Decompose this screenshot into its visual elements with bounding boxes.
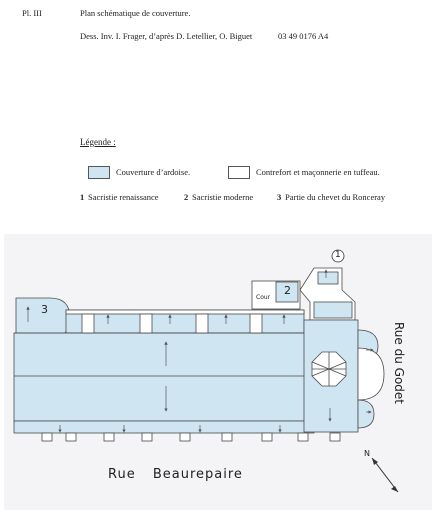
legend-num-3: 3	[277, 192, 282, 202]
legend-num-1-label: Sacristie renaissance	[88, 192, 159, 202]
north-label: N	[364, 449, 370, 458]
legend-stone-label: Contrefort et maçonnerie en tuffeau.	[256, 167, 380, 177]
legend-num-2: 2	[184, 192, 189, 202]
south-aisle-roof	[14, 421, 314, 433]
legend-num-1: 1	[80, 192, 85, 202]
plate-number: Pl. III	[22, 8, 42, 18]
cour-label: Cour	[256, 294, 271, 301]
marker-3: 3	[41, 303, 48, 316]
legend-slate-label: Couverture d’ardoise.	[116, 167, 191, 177]
plan-title: Plan schématique de couverture.	[80, 8, 191, 18]
street-east-label: Rue du Godet	[392, 322, 406, 404]
marker-2: 2	[284, 284, 291, 297]
street-south-label: Rue Beaurepaire	[108, 467, 243, 482]
legend-num-2-label: Sacristie moderne	[192, 192, 254, 202]
legend-num-3-label: Partie du chevet du Ronceray	[285, 192, 386, 202]
credits: Dess. Inv. I. Frager, d’après D. Letellier, O. Biguet	[80, 31, 253, 41]
reference-number: 03 49 0176 A4	[278, 31, 329, 41]
nave-roof	[14, 333, 314, 421]
legend-title: Légende :	[80, 137, 116, 147]
marker-1: 1	[335, 250, 341, 260]
